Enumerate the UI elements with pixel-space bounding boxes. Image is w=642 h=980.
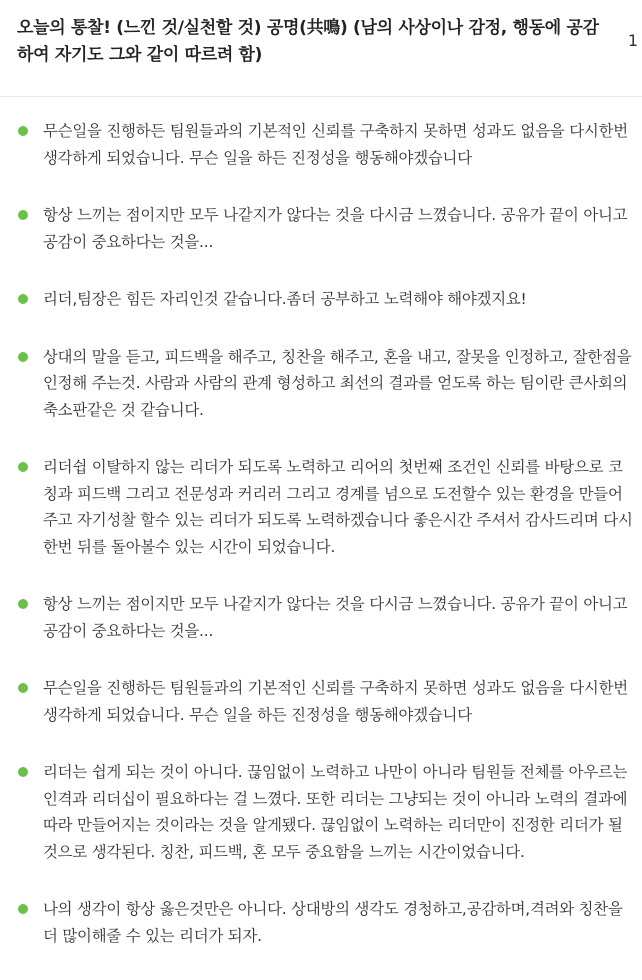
- comment-text: 나의 생각이 항상 옳은것만은 아니다. 상대방의 생각도 경청하고,공감하며,격려와 칭찬을 더 많이해줄 수 있는 리더가 되자.: [43, 900, 623, 945]
- bullet-dot-icon: [18, 126, 28, 136]
- comment-count: 1: [627, 31, 638, 50]
- post-header: [0, 0, 642, 97]
- bullet-dot-icon: [18, 294, 28, 304]
- bullet-dot-icon: [18, 210, 28, 220]
- bullet-dot-icon: [18, 462, 28, 472]
- comment-text: 항상 느끼는 점이지만 모두 나같지가 않다는 것을 다시금 느꼈습니다. 공유가 끝이 아니고 공감이 중요하다는 것을...: [43, 595, 628, 640]
- bullet-dot-icon: [18, 352, 28, 362]
- bullet-dot-icon: [18, 904, 28, 914]
- comment-text: 리더쉽 이탈하지 않는 리더가 되도록 노력하고 리어의 첫번째 조건인 신뢰를 바탕으로 코칭과 피드백 그리고 전문성과 커리러 그리고 경계를 넘으로 도전할수 있는 환경을 만들어주고 자기성찰 할수 있는 리더가 되도록 노력하겠습니다 좋은시간 주셔서 감사드리며 다시 한번 뒤를 돌아볼수 있는 시간이 되었습니다.: [43, 458, 633, 556]
- bullet-dot-icon: [18, 767, 28, 777]
- list-item: [0, 591, 642, 644]
- list-item: [0, 454, 642, 560]
- page-title: 오늘의 통찰! (느낀 것/실천할 것) 공명(共鳴) (남의 사상이나 감정, 행동에 공감하여 자기도 그와 같이 따르려 함): [17, 18, 599, 65]
- list-item: [0, 759, 642, 865]
- comment-text: 리더,팀장은 힘든 자리인것 같습니다.좀더 공부하고 노력해야 해야겠지요!: [43, 290, 527, 308]
- list-item: [0, 896, 642, 949]
- comment-text: 무슨일을 진행하든 팀원들과의 기본적인 신뢰를 구축하지 못하면 성과도 없음을 다시한번 생각하게 되었습니다. 무슨 일을 하든 진정성을 행동해야겠습니다: [43, 122, 628, 167]
- bullet-dot-icon: [18, 683, 28, 693]
- bullet-dot-icon: [18, 599, 28, 609]
- comment-text: 리더는 쉽게 되는 것이 아니다. 끊임없이 노력하고 나만이 아니라 팀원들 전체를 아우르는 인격과 리더십이 필요하다는 걸 느꼈다. 또한 리더는 그냥되는 것이 아니라 노력의 결과에 따라 만들어지는 것이라는 것을 알게됐다. 끊임없이 노력하는 리더만이 진정한 리더가 될 것으로 생각된다. 칭찬, 피드백, 혼 모두 중요함을 느끼는 시간이었습니다.: [43, 763, 628, 861]
- list-item: [0, 286, 642, 313]
- list-item: [0, 344, 642, 424]
- comment-text: 상대의 말을 듣고, 피드백을 해주고, 칭찬을 해주고, 혼을 내고, 잘못을 인정하고, 잘한점을 인정해 주는것. 사람과 사람의 관계 형성하고 최선의 결과를 얻도록 하는 팀이란 큰사회의 축소판같은 것 같습니다.: [43, 347, 632, 419]
- comment-text: 항상 느끼는 점이지만 모두 나같지가 않다는 것을 다시금 느꼈습니다. 공유가 끝이 아니고 공감이 중요하다는 것을...: [43, 206, 628, 251]
- list-item: [0, 202, 642, 255]
- comment-list: [0, 118, 642, 980]
- list-item: [0, 675, 642, 728]
- comment-text: 무슨일을 진행하든 팀원들과의 기본적인 신뢰를 구축하지 못하면 성과도 없음을 다시한번 생각하게 되었습니다. 무슨 일을 하든 진정성을 행동해야겠습니다: [43, 679, 628, 724]
- list-item: [0, 118, 642, 171]
